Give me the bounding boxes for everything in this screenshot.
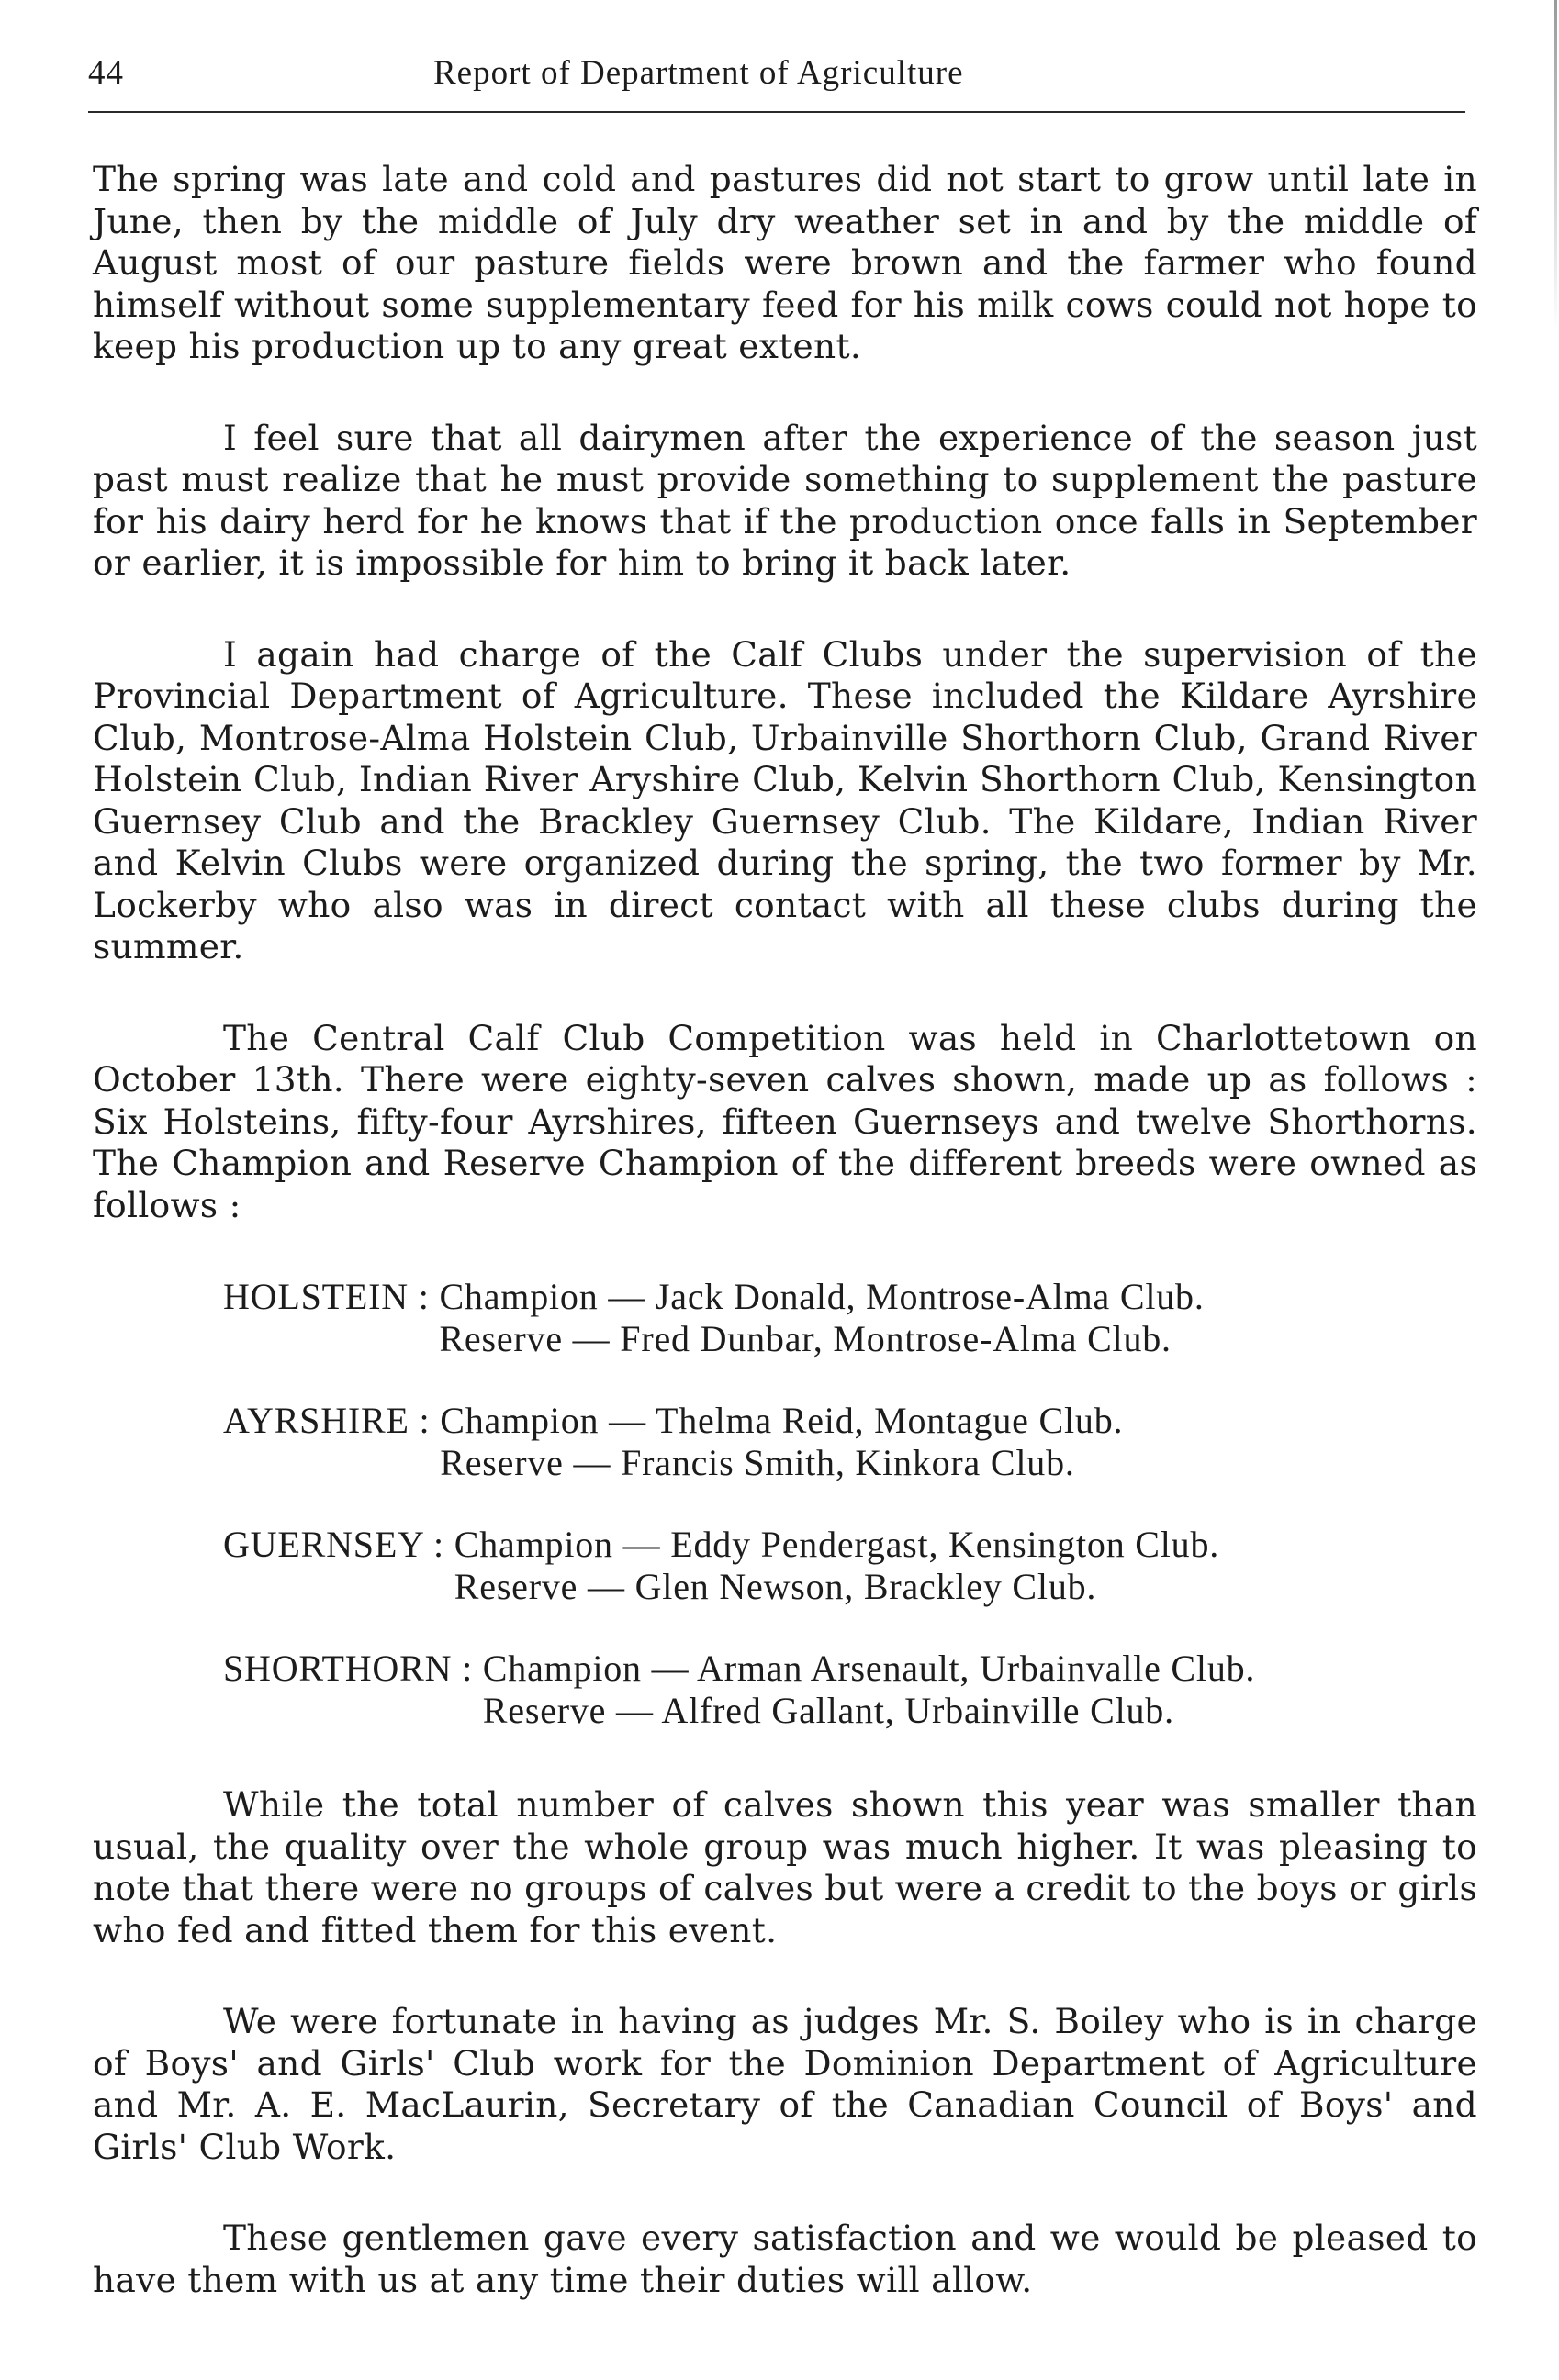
paragraph-closing: These gentlemen gave every satisfaction and we would be pleased to have them with us at any time their duties will allow. xyxy=(93,2218,1477,2300)
champion-entry: Champion — Eddy Pendergast, Kensington Club. xyxy=(454,1524,1220,1565)
paragraph-judges: We were fortunate in having as judges Mr. S. Boiley who is in charge of Boys' and Girls' Club work for the Dominion Department of Agriculture and Mr. A. E. MacLaurin, Secretary of the Canadian Council of Boys' and Girls' Club Work. xyxy=(93,2001,1477,2167)
paragraph-competition: The Central Calf Club Competition was held in Charlottetown on October 13th. There were eighty-seven calves shown, made up as follows : Six Holsteins, fifty-four Ayrshires, fifteen Guernseys and twelve Shorthorns. The Champion and Reserve Champion of the different breeds were owned as follows : xyxy=(93,1017,1477,1225)
breed-entry-holstein xyxy=(93,1276,1477,1359)
reserve-entry: Reserve — Alfred Gallant, Urbainville Club. xyxy=(482,1689,1174,1731)
paragraph-dairymen: I feel sure that all dairymen after the experience of the season just past must realize that he must provide something to supplement the pasture for his dairy herd for he knows that if the production once falls in September or earlier, it is impossible for him to bring it back later. xyxy=(93,417,1477,583)
reserve-entry: Reserve — Francis Smith, Kinkora Club. xyxy=(440,1441,1075,1483)
page-header xyxy=(88,53,1006,99)
breed-name: SHORTHORN : xyxy=(223,1648,483,1689)
page-number: 44 xyxy=(88,54,124,92)
reserve-entry: Reserve — Glen Newson, Brackley Club. xyxy=(454,1565,1097,1607)
breed-entry-guernsey xyxy=(93,1524,1477,1607)
champions-list xyxy=(93,1276,1477,1731)
paragraph-calf-clubs: I again had charge of the Calf Clubs under the supervision of the Provincial Department of Agriculture. These included the Kildare Ayrshire Club, Montrose-Alma Holstein Club, Urbainville Shorthorn Club, Grand River Holstein Club, Indian River Aryshire Club, Kelvin Shorthorn Club, Kensington Guernsey Club and the Brackley Guernsey Club. The Kildare, Indian River and Kelvin Clubs were organized during the spring, the two former by Mr. Lockerby who also was in direct contact with all these clubs during the summer. xyxy=(93,633,1477,967)
champion-entry: Champion — Jack Donald, Montrose-Alma Club. xyxy=(439,1276,1205,1317)
paragraph-spring-weather: The spring was late and cold and pastures did not start to grow until late in June, then by the middle of July dry weather set in and by the middle of August most of our pasture fields were brown and the farmer who found himself without some supplementary feed for his milk cows could not hope to keep his production up to any great extent. xyxy=(93,159,1477,366)
body-text xyxy=(93,159,1477,2351)
paragraph-quality: While the total number of calves shown this year was smaller than usual, the quality over the whole group was much higher. It was pleasing to note that there were no groups of calves but were a credit to the boys or girls who fed and fitted them for this event. xyxy=(93,1784,1477,1950)
running-title: Report of Department of Agriculture xyxy=(433,54,964,92)
champion-entry: Champion — Thelma Reid, Montague Club. xyxy=(440,1400,1124,1441)
champion-entry: Champion — Arman Arsenault, Urbainvalle Club. xyxy=(482,1648,1256,1689)
breed-entry-ayrshire xyxy=(93,1400,1477,1483)
breed-name: GUERNSEY : xyxy=(223,1524,454,1565)
header-rule xyxy=(88,111,1465,113)
breed-name: HOLSTEIN : xyxy=(223,1276,440,1317)
breed-name: AYRSHIRE : xyxy=(223,1400,441,1441)
reserve-entry: Reserve — Fred Dunbar, Montrose-Alma Club. xyxy=(439,1317,1172,1359)
scan-edge-shadow xyxy=(1554,0,1557,330)
breed-entry-shorthorn xyxy=(93,1648,1477,1731)
